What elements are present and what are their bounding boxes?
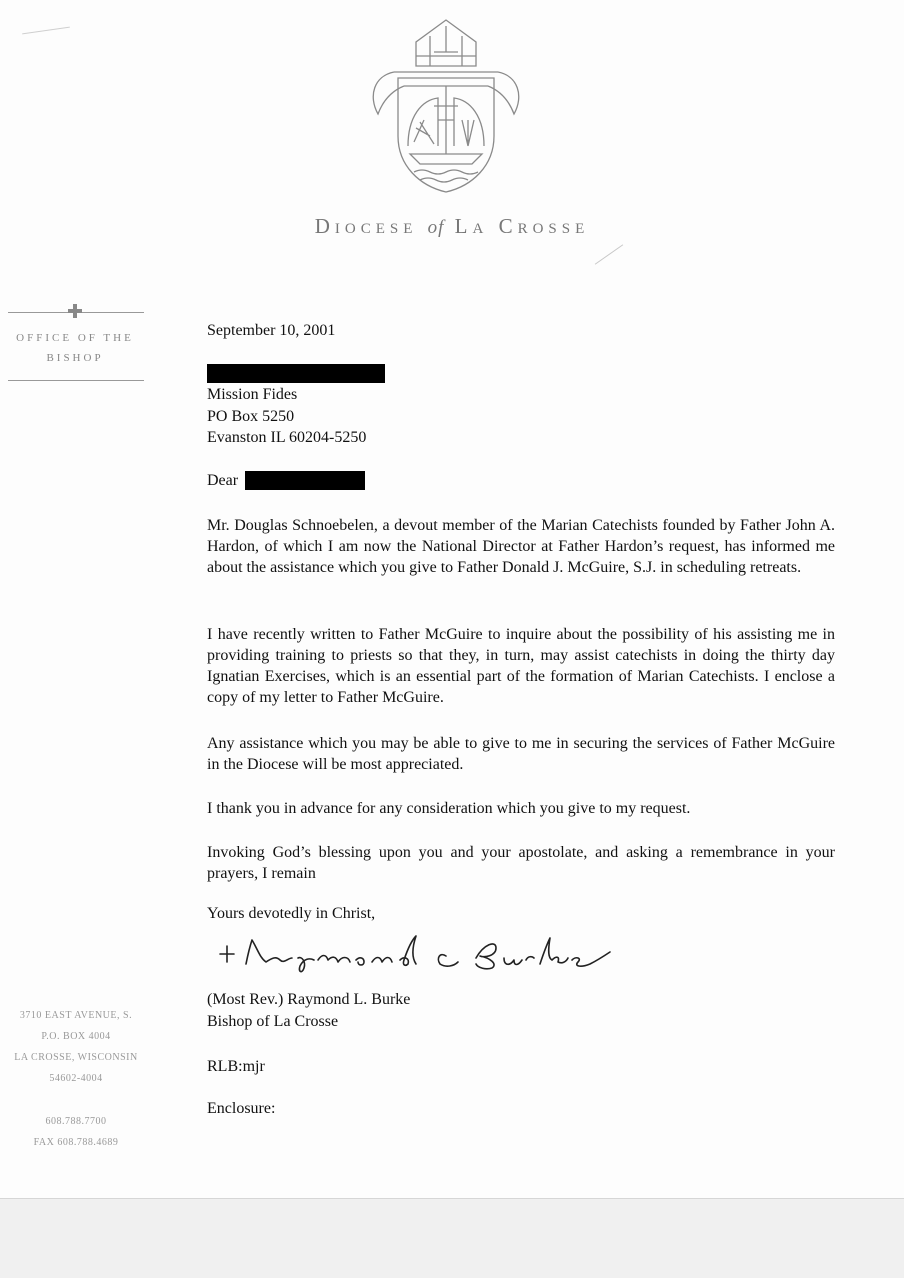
paragraph: Any assistance which you may be able to give to me in securing the services of Father McGuire in the Diocese will be most appreciated.: [207, 735, 835, 773]
paragraph: Invoking God’s blessing upon you and your apostolate, and asking a remembrance in your prayers, I remain: [207, 844, 835, 882]
signer-title: Bishop of La Crosse: [207, 1013, 339, 1030]
cross-icon: [68, 304, 82, 318]
recipient-line: Evanston IL 60204-5250: [207, 429, 367, 446]
diocese-name: La Crosse: [454, 214, 590, 238]
diocese-of: of: [427, 217, 445, 238]
address-line: 3710 EAST AVENUE, S.: [19, 1010, 133, 1021]
paragraph: I have recently written to Father McGuire to inquire about the possibility of his assisting me in providing training to priests so that they, in turn, may assist catechists in doing the thirty day Ignatian Exercises, which is an essential part of the formation of Marian Catechists. I enclose a copy of my letter to Father McGuire.: [207, 626, 835, 706]
address-line: LA CROSSE, WISCONSIN: [14, 1052, 138, 1063]
fax-number: FAX 608.788.4689: [33, 1137, 119, 1148]
office-bottom-rule: [8, 380, 144, 381]
recipient-line: Mission Fides: [207, 386, 298, 403]
paragraph: I thank you in advance for any consideration which you give to my request.: [207, 800, 691, 817]
office-line-2: BISHOP: [46, 352, 104, 364]
diocese-prefix: Diocese: [314, 214, 418, 238]
redacted-recipient-name: [207, 364, 385, 383]
diocese-title: [0, 214, 904, 239]
address-line: P.O. BOX 4004: [41, 1031, 111, 1042]
salutation-prefix: Dear: [207, 472, 239, 489]
phone-number: 608.788.7700: [45, 1116, 107, 1127]
office-line-1: OFFICE OF THE: [16, 332, 134, 344]
scan-mark: [595, 244, 623, 264]
address-line: 54602-4004: [49, 1073, 103, 1084]
reference-initials: RLB:mjr: [207, 1058, 265, 1075]
redacted-salutation-name: [245, 471, 365, 490]
signer-name: (Most Rev.) Raymond L. Burke: [207, 991, 411, 1008]
enclosure-note: Enclosure:: [207, 1100, 276, 1117]
letter-date: September 10, 2001: [207, 322, 336, 339]
handwritten-signature: [214, 928, 614, 978]
recipient-line: PO Box 5250: [207, 408, 295, 425]
paragraph: Mr. Douglas Schnoebelen, a devout member of the Marian Catechists founded by Father John A. Hardon, of which I am now the National Director at Father Hardon’s request, has informed me about the assistance which you give to Father Donald J. McGuire, S.J. in scheduling retreats.: [207, 517, 835, 576]
diocese-coat-of-arms: [364, 16, 528, 198]
scan-mark: [22, 27, 70, 35]
closing: Yours devotedly in Christ,: [207, 905, 376, 922]
